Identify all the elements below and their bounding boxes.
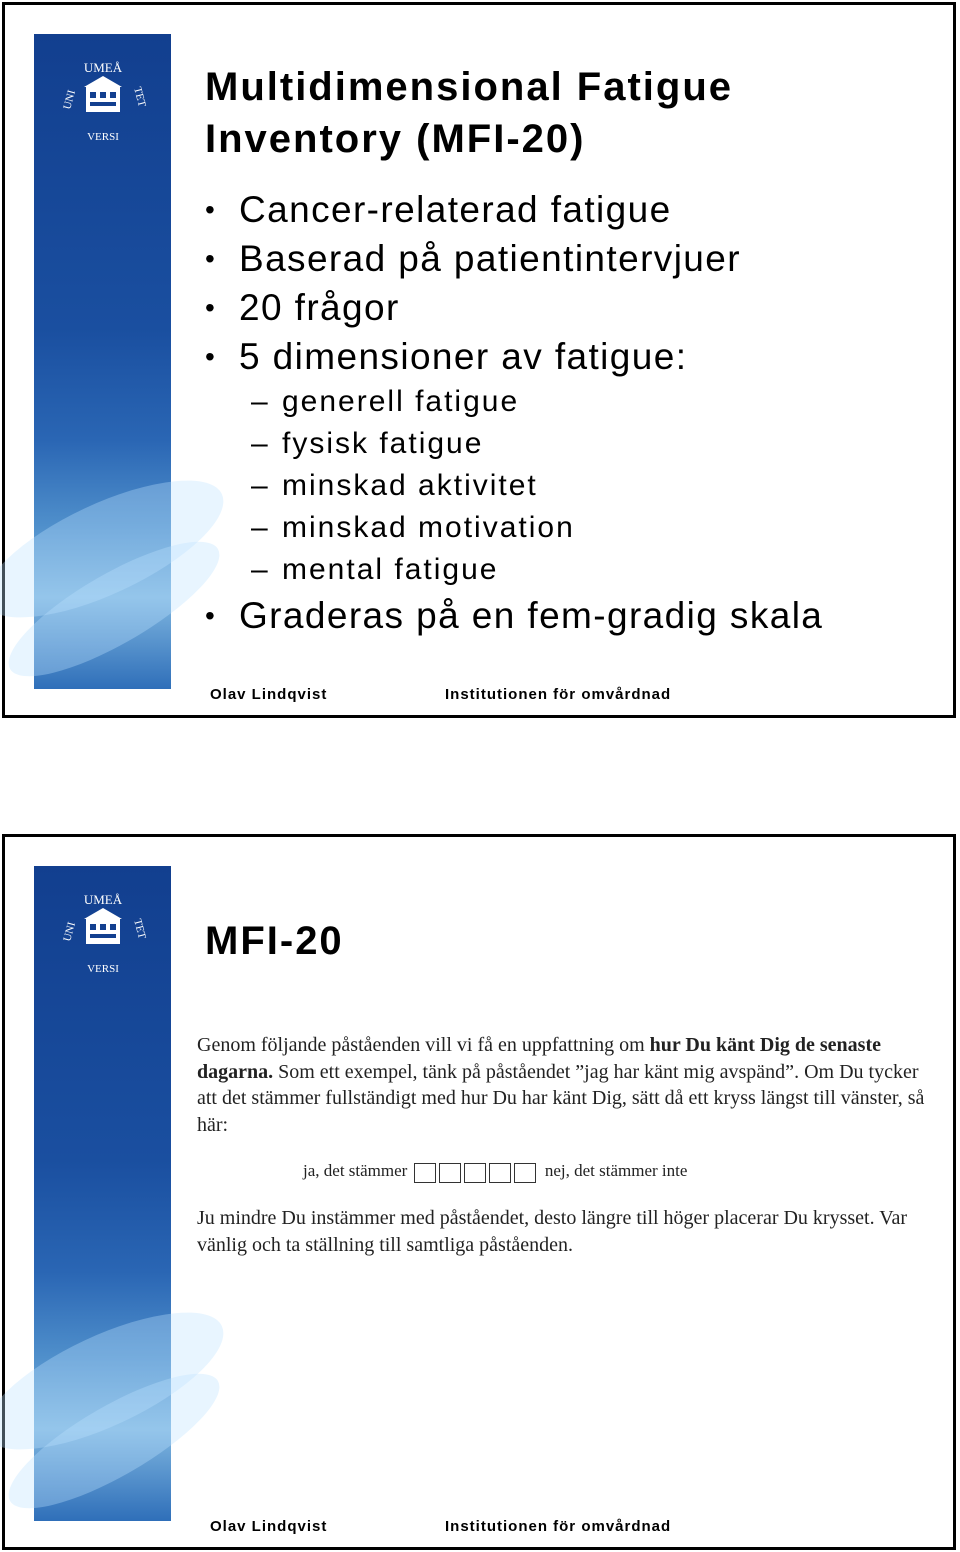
bullet-item: • 20 frågor: [205, 287, 400, 328]
bullet-item: • Graderas på en fem-gradig skala: [205, 595, 824, 636]
checkbox-3: [464, 1163, 486, 1183]
footer-author: Olav Lindqvist: [210, 686, 328, 703]
instructions-paragraph-1: Genom följande påståenden vill vi få en uppfattning om hur Du känt Dig de senaste dagarna. Som ett exempel, tänk på påståendet ”jag har känt mig avspänd”. Om Du tycker att det stämmer fullständigt med hur Du har känt Dig, sätt då ett kryss längst till vänster, så här:: [197, 1034, 925, 1136]
scale-right-label: nej, det stämmer inte: [544, 1161, 688, 1180]
checkbox-4: [489, 1163, 511, 1183]
bullet-item: • 5 dimensioner av fatigue: – generell fatigue – fysisk fatigue – minskad aktivitet – minskad motivation – mental fatigue: [203, 332, 823, 591]
sub-bullet-item: – minskad aktivitet: [251, 469, 538, 502]
bullet-item: • Cancer-relaterad fatigue: [205, 189, 672, 230]
bullet-list: [203, 185, 823, 640]
example-scale: [303, 1158, 927, 1185]
instructions-paragraph-2: Ju mindre Du instämmer med påståendet, desto längre till höger placerar Du krysset. Var vänlig och ta ställning till samtliga påståenden.: [197, 1207, 907, 1256]
svg-text:VERSI: VERSI: [87, 963, 119, 975]
umea-university-logo: [60, 58, 146, 144]
svg-text:VERSI: VERSI: [87, 131, 119, 143]
sub-bullet-item: – minskad motivation: [251, 511, 575, 544]
sub-bullet-item: – generell fatigue: [251, 385, 520, 418]
bullet-item: • Baserad på patientintervjuer: [205, 238, 741, 279]
footer-author: Olav Lindqvist: [210, 1518, 328, 1535]
footer-department: Institutionen för omvårdnad: [445, 686, 672, 703]
umea-university-logo: [60, 890, 146, 976]
sub-bullet-item: – fysisk fatigue: [251, 427, 484, 460]
checkbox-2: [439, 1163, 461, 1183]
svg-text:UNI: UNI: [61, 88, 78, 111]
svg-text:UMEÅ: UMEÅ: [83, 892, 123, 907]
checkbox-5: [514, 1163, 536, 1183]
checkbox-1: [414, 1163, 436, 1183]
scale-left-label: ja, det stämmer: [303, 1161, 408, 1180]
scale-boxes: [414, 1159, 539, 1186]
svg-text:TET: TET: [131, 917, 148, 941]
slide-title: Multidimensional Fatigue Inventory (MFI-20): [205, 65, 734, 161]
svg-text:UMEÅ: UMEÅ: [83, 60, 123, 75]
slide-title: MFI-20: [205, 919, 344, 963]
sub-bullet-item: – mental fatigue: [251, 553, 499, 586]
sub-bullet-list: [239, 381, 823, 591]
university-band: [34, 34, 171, 689]
university-band: [34, 866, 171, 1521]
footer-department: Institutionen för omvårdnad: [445, 1518, 672, 1535]
questionnaire-instructions: [197, 1032, 927, 1258]
svg-text:UNI: UNI: [61, 920, 78, 943]
svg-text:TET: TET: [131, 85, 148, 109]
slide-1: [2, 2, 956, 718]
